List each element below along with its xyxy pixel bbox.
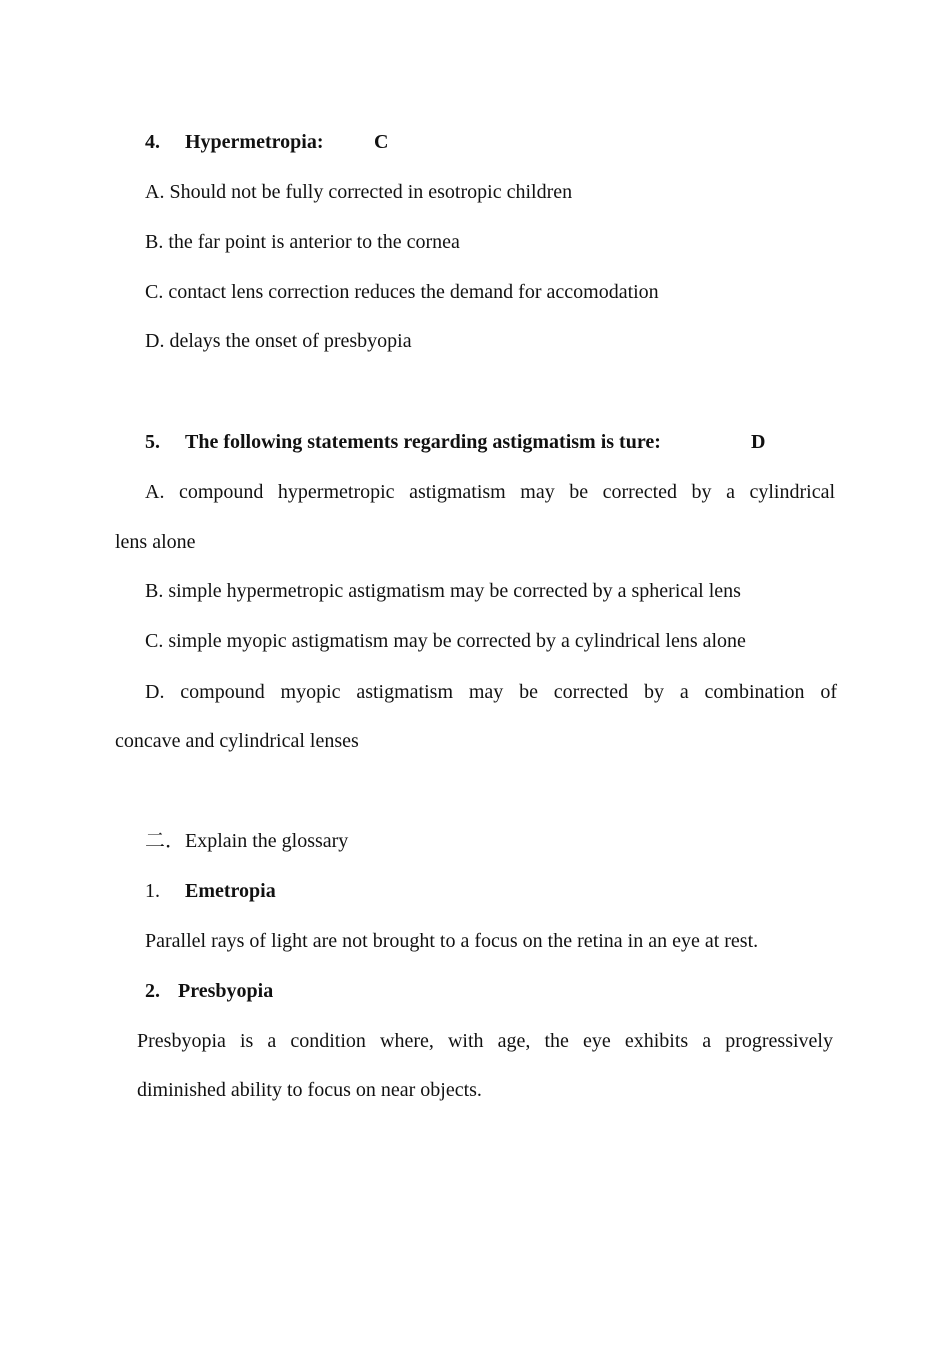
option-b: B. simple hypermetropic astigmatism may be corrected by a spherical lens bbox=[145, 580, 741, 602]
glossary-definition-1: Parallel rays of light are not brought to a focus on the retina in an eye at rest. bbox=[145, 930, 759, 952]
option-d-line-2: concave and cylindrical lenses bbox=[115, 730, 359, 752]
glossary-term-1 bbox=[145, 879, 276, 903]
question-number: 4. bbox=[145, 131, 160, 153]
option-d: D. delays the onset of presbyopia bbox=[145, 330, 412, 352]
option-d-line-1: D. compound myopic astigmatism may be corrected by a combination of bbox=[145, 681, 837, 703]
option-a: A. Should not be fully corrected in esotropic children bbox=[145, 181, 573, 203]
term-name: Emetropia bbox=[185, 880, 276, 902]
question-prompt: Hypermetropia: bbox=[185, 131, 324, 153]
glossary-definition-2-line-2: diminished ability to focus on near objects. bbox=[137, 1079, 482, 1101]
question-answer: C bbox=[374, 131, 389, 153]
glossary-definition-2-line-1: Presbyopia is a condition where, with age, the eye exhibits a progressively bbox=[137, 1030, 833, 1052]
option-c: C. simple myopic astigmatism may be corrected by a cylindrical lens alone bbox=[145, 630, 746, 652]
question-prompt: The following statements regarding astigmatism is ture: bbox=[185, 431, 661, 453]
glossary-term-2 bbox=[145, 979, 273, 1003]
option-a-line-2: lens alone bbox=[115, 531, 196, 553]
term-number: 2. bbox=[145, 980, 160, 1002]
question-number: 5. bbox=[145, 431, 160, 453]
question-4-heading bbox=[145, 130, 388, 154]
option-a-line-1: A. compound hypermetropic astigmatism may be corrected by a cylindrical bbox=[145, 481, 835, 503]
option-c: C. contact lens correction reduces the demand for accomodation bbox=[145, 281, 659, 303]
term-name: Presbyopia bbox=[178, 980, 274, 1002]
question-5-heading bbox=[145, 430, 765, 454]
section-heading: 二．Explain the glossary bbox=[145, 830, 349, 852]
question-answer: D bbox=[751, 431, 766, 453]
term-number: 1. bbox=[145, 880, 160, 902]
option-b: B. the far point is anterior to the cornea bbox=[145, 231, 460, 253]
